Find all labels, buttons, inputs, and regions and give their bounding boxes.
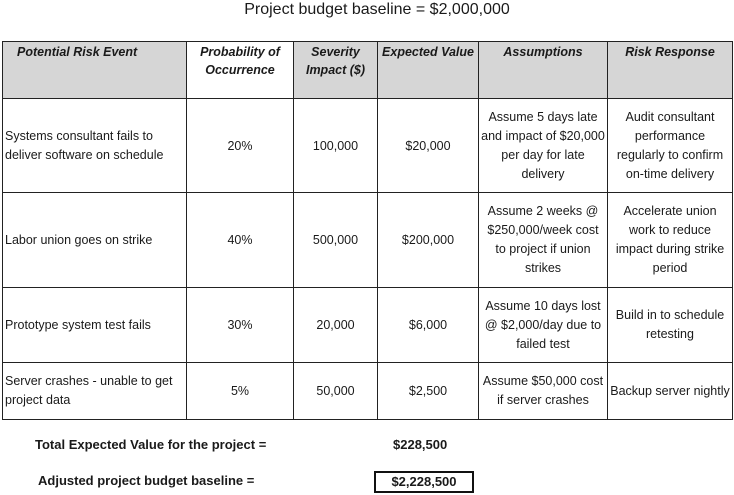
- cell-event: Systems consultant fails to deliver software on schedule: [3, 99, 187, 193]
- adjusted-budget-label: Adjusted project budget baseline =: [38, 473, 255, 488]
- table-row: [3, 193, 733, 288]
- cell-impact: 100,000: [294, 99, 378, 193]
- header-probability: Probability of Occurrence: [187, 42, 294, 99]
- cell-response: Build in to schedule retesting: [608, 288, 733, 363]
- header-response: Risk Response: [608, 42, 733, 99]
- cell-expected: $200,000: [378, 193, 479, 288]
- total-expected-label: Total Expected Value for the project =: [35, 437, 267, 452]
- cell-expected: $20,000: [378, 99, 479, 193]
- header-impact: Severity Impact ($): [294, 42, 378, 99]
- cell-response: Audit consultant performance regularly to confirm on-time delivery: [608, 99, 733, 193]
- cell-probability: 40%: [187, 193, 294, 288]
- cell-expected: $6,000: [378, 288, 479, 363]
- page-title: Project budget baseline = $2,000,000: [244, 1, 510, 18]
- header-expected: Expected Value: [378, 42, 479, 99]
- header-event: Potential Risk Event: [3, 42, 187, 99]
- cell-event: Labor union goes on strike: [3, 193, 187, 288]
- cell-assumptions: Assume 5 days late and impact of $20,000 per day for late delivery: [479, 99, 608, 193]
- cell-impact: 500,000: [294, 193, 378, 288]
- table-row: [3, 288, 733, 363]
- cell-event: Prototype system test fails: [3, 288, 187, 363]
- cell-impact: 20,000: [294, 288, 378, 363]
- cell-probability: 20%: [187, 99, 294, 193]
- table-row: [3, 363, 733, 420]
- header-assumptions: Assumptions: [479, 42, 608, 99]
- cell-response: Backup server nightly: [608, 363, 733, 420]
- cell-assumptions: Assume $50,000 cost if server crashes: [479, 363, 608, 420]
- cell-event: Server crashes - unable to get project data: [3, 363, 187, 420]
- risk-table: [2, 41, 733, 420]
- cell-probability: 5%: [187, 363, 294, 420]
- cell-expected: $2,500: [378, 363, 479, 420]
- table-row: [3, 99, 733, 193]
- cell-response: Accelerate union work to reduce impact during strike period: [608, 193, 733, 288]
- cell-probability: 30%: [187, 288, 294, 363]
- cell-assumptions: Assume 10 days lost @ $2,000/day due to failed test: [479, 288, 608, 363]
- cell-impact: 50,000: [294, 363, 378, 420]
- adjusted-budget-value: $2,228,500: [374, 471, 474, 493]
- cell-assumptions: Assume 2 weeks @ $250,000/week cost to project if union strikes: [479, 193, 608, 288]
- total-expected-value: $228,500: [393, 437, 448, 452]
- table-header-row: [3, 42, 733, 99]
